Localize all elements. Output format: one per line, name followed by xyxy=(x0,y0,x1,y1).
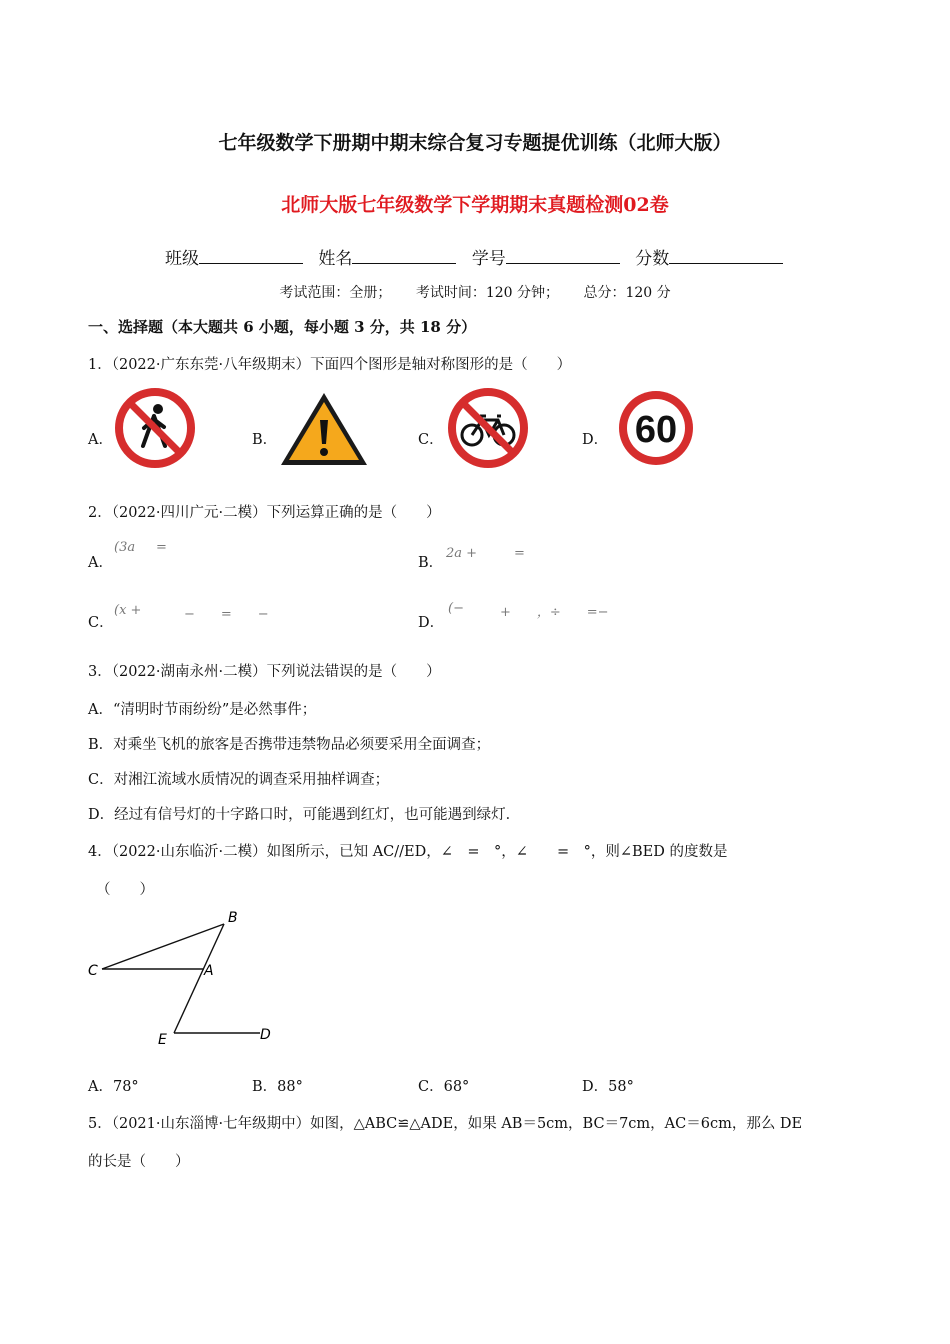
warning-triangle-icon xyxy=(278,390,370,468)
q4-option-a: A．78° xyxy=(88,1079,139,1095)
q3-option-d: D．经过有信号灯的十字路口时，可能遇到红灯，也可能遇到绿灯． xyxy=(88,807,521,823)
point-a-label: A xyxy=(204,963,214,979)
name-blank xyxy=(352,249,456,264)
class-label: 班级 xyxy=(165,249,199,269)
q2-option-c-rest: − = − xyxy=(184,607,269,622)
q2-option-b-expr: 2a + xyxy=(446,546,478,561)
no-bicycle-sign-icon xyxy=(442,388,534,468)
document-subtitle: 北师大版七年级数学下学期期末真题检测02卷 xyxy=(281,194,669,216)
q1-option-c-label: C． xyxy=(418,432,444,448)
question-3-stem: 3．（2022·湖南永州·二模）下列说法错误的是（ ） xyxy=(88,664,441,680)
exam-time: 考试时间：120 分钟； xyxy=(415,285,559,301)
q3-option-a: A．“清明时节雨纷纷”是必然事件； xyxy=(88,702,317,718)
q2-option-b-label: B． xyxy=(418,555,444,571)
q3-option-b: B．对乘坐飞机的旅客是否携带违禁物品必须要采用全面调查； xyxy=(88,737,491,753)
question-2-stem: 2．（2022·四川广元·二模）下列运算正确的是（ ） xyxy=(88,505,441,521)
question-4-stem-cont: （ ） xyxy=(96,882,154,898)
q1-option-d-label: D． xyxy=(582,432,609,448)
q2-option-d-rest: + ，÷ =− xyxy=(500,605,609,620)
class-blank xyxy=(199,249,303,264)
student-info-line xyxy=(165,244,793,269)
document-title: 七年级数学下册期中期末综合复习专题提优训练（北师大版） xyxy=(218,132,732,154)
q4-option-d: D．58° xyxy=(582,1079,634,1095)
exam-info xyxy=(0,282,950,302)
point-c-label: C xyxy=(88,963,98,979)
question-1-stem: 1．（2022·广东东莞·八年级期末）下面四个图形是轴对称图形的是（ ） xyxy=(88,357,572,373)
point-e-label: E xyxy=(158,1032,167,1048)
question-4-stem: 4．（2022·山东临沂·二模）如图所示，已知 AC//ED，∠ = °，∠ = °，则∠BED 的度数是 xyxy=(88,844,728,860)
name-label: 姓名 xyxy=(318,249,353,269)
q2-option-d-expr: (− xyxy=(448,601,464,616)
q2-option-b-rest: = xyxy=(514,546,525,561)
q2-option-d-label: D． xyxy=(418,615,445,631)
q3-option-c: C．对湘江流域水质情况的调查采用抽样调查； xyxy=(88,772,390,788)
point-b-label: B xyxy=(228,910,238,926)
q2-option-a-rest: = xyxy=(156,540,167,555)
score-label: 分数 xyxy=(635,249,670,269)
q2-option-c-expr: (x + xyxy=(114,603,142,618)
q4-option-c: C．68° xyxy=(418,1079,470,1095)
question-5-stem: 5．（2021·山东淄博·七年级期中）如图，△ABC≌△ADE，如果 AB＝5cm，BC＝7cm，AC＝6cm，那么 DE xyxy=(88,1116,803,1132)
section-heading: 一、选择题（本大题共 6 小题，每小题 3 分，共 18 分） xyxy=(88,318,477,336)
number-blank xyxy=(506,249,620,264)
q1-option-b-label: B． xyxy=(252,432,278,448)
no-pedestrian-sign-icon xyxy=(110,388,200,468)
q4-geometry-figure xyxy=(84,905,284,1050)
q2-option-a-label: A． xyxy=(88,555,113,571)
number-label: 学号 xyxy=(471,249,506,269)
q2-option-a-expr: (3a xyxy=(114,540,136,555)
score-blank xyxy=(669,249,783,264)
q2-option-c-label: C． xyxy=(88,615,114,631)
exam-total: 总分：120 分 xyxy=(583,285,671,301)
q4-option-b: B．88° xyxy=(252,1079,303,1095)
point-d-label: D xyxy=(260,1027,271,1043)
question-5-stem-cont: 的长是（ ） xyxy=(88,1154,190,1170)
speed-limit-text: 60 xyxy=(634,409,678,451)
exam-scope: 考试范围：全册； xyxy=(279,285,392,301)
q1-option-a-label: A． xyxy=(88,432,113,448)
speed-limit-60-icon xyxy=(610,388,702,468)
